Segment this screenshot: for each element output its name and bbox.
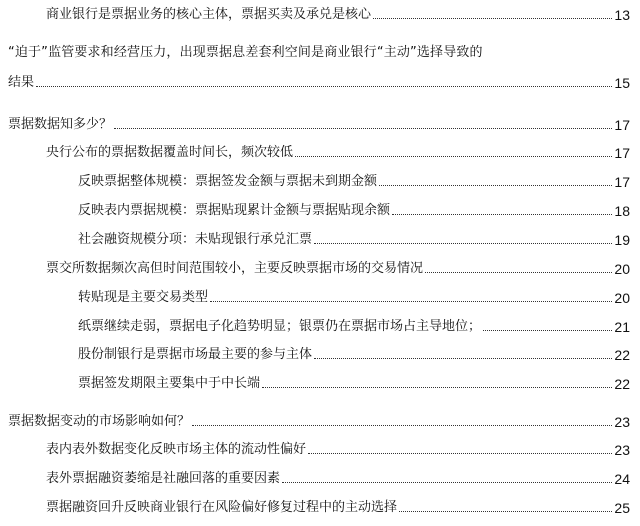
dot-leader (314, 243, 612, 244)
toc-entry-title: 票据数据知多少？ (8, 117, 113, 132)
toc-entry-title: 纸票继续走弱，票据电子化趋势明显；银票仍在票据市场占主导地位； (78, 319, 482, 334)
toc-entry[interactable] (46, 2, 630, 24)
toc-page-number: 23 (614, 414, 630, 430)
toc-entry[interactable] (78, 371, 630, 393)
toc-page-number: 13 (614, 7, 630, 23)
toc-page-number: 17 (614, 174, 630, 190)
toc-entry-title: 票据签发期限主要集中于中长端 (78, 376, 261, 391)
toc-page-number: 24 (614, 471, 630, 487)
toc-page-number: 15 (614, 75, 630, 91)
dot-leader (308, 453, 612, 454)
toc-entry-title: 票据融资回升反映商业银行在风险偏好修复过程中的主动选择 (46, 500, 398, 515)
dot-leader (373, 18, 612, 19)
toc-page-number: 17 (614, 117, 630, 133)
toc-entry[interactable] (46, 140, 630, 162)
dot-leader (425, 272, 612, 273)
toc-page-number: 19 (614, 232, 630, 248)
toc-entry[interactable] (46, 495, 630, 517)
dot-leader (379, 185, 612, 186)
toc-entry-title: 央行公布的票据数据覆盖时间长，频次较低 (46, 145, 294, 160)
toc-page-number: 20 (614, 261, 630, 277)
toc-entry-title: 结果 (8, 75, 35, 90)
toc-entry[interactable] (78, 285, 630, 307)
toc-page-number: 22 (614, 376, 630, 392)
dot-leader (392, 214, 612, 215)
toc-entry-title: 反映票据整体规模：票据签发金额与票据未到期金额 (78, 174, 378, 189)
dot-leader (282, 482, 612, 483)
toc-entry-title: 股份制银行是票据市场最主要的参与主体 (78, 347, 313, 362)
toc-page-number: 25 (614, 500, 630, 516)
toc-entry[interactable] (78, 227, 630, 249)
toc-entry[interactable] (8, 409, 630, 431)
dot-leader (114, 128, 612, 129)
dot-leader (399, 511, 612, 512)
toc-entry[interactable] (8, 70, 630, 92)
dot-leader (262, 387, 612, 388)
toc-page-number: 22 (614, 347, 630, 363)
toc-entry-title: 表外票据融资萎缩是社融回落的重要因素 (46, 471, 281, 486)
toc-entry-title: 转贴现是主要交易类型 (78, 290, 209, 305)
toc-entry[interactable] (78, 342, 630, 364)
dot-leader (295, 156, 612, 157)
toc-entry[interactable] (78, 198, 630, 220)
toc-entry-title: 社会融资规模分项：未贴现银行承兑汇票 (78, 232, 313, 247)
toc-entry[interactable] (8, 112, 630, 134)
toc-page-number: 18 (614, 203, 630, 219)
toc-entry-title: 表内表外数据变化反映市场主体的流动性偏好 (46, 442, 307, 457)
toc-entry-title: 商业银行是票据业务的核心主体，票据买卖及承兑是核心 (46, 7, 372, 22)
toc-page-number: 21 (614, 319, 630, 335)
toc-entry[interactable] (46, 437, 630, 459)
toc-entry[interactable] (78, 314, 630, 336)
dot-leader (36, 86, 612, 87)
dot-leader (210, 301, 612, 302)
toc-entry-title: 反映表内票据规模：票据贴现累计金额与票据贴现余额 (78, 203, 391, 218)
dot-leader (192, 425, 612, 426)
toc-entry[interactable] (46, 466, 630, 488)
toc-page-number: 17 (614, 145, 630, 161)
toc-entry-title-line1[interactable]: “迫于”监管要求和经营压力，出现票据息差套利空间是商业银行“主动”选择导致的 (8, 45, 483, 60)
toc-page-number: 23 (614, 442, 630, 458)
toc-entry-title: 票据数据变动的市场影响如何？ (8, 414, 191, 429)
toc-entry[interactable] (46, 256, 630, 278)
toc-entry-title: 票交所数据频次高但时间范围较小，主要反映票据市场的交易情况 (46, 261, 424, 276)
dot-leader (483, 330, 612, 331)
dot-leader (314, 358, 612, 359)
toc-page-number: 20 (614, 290, 630, 306)
toc-entry[interactable] (78, 169, 630, 191)
